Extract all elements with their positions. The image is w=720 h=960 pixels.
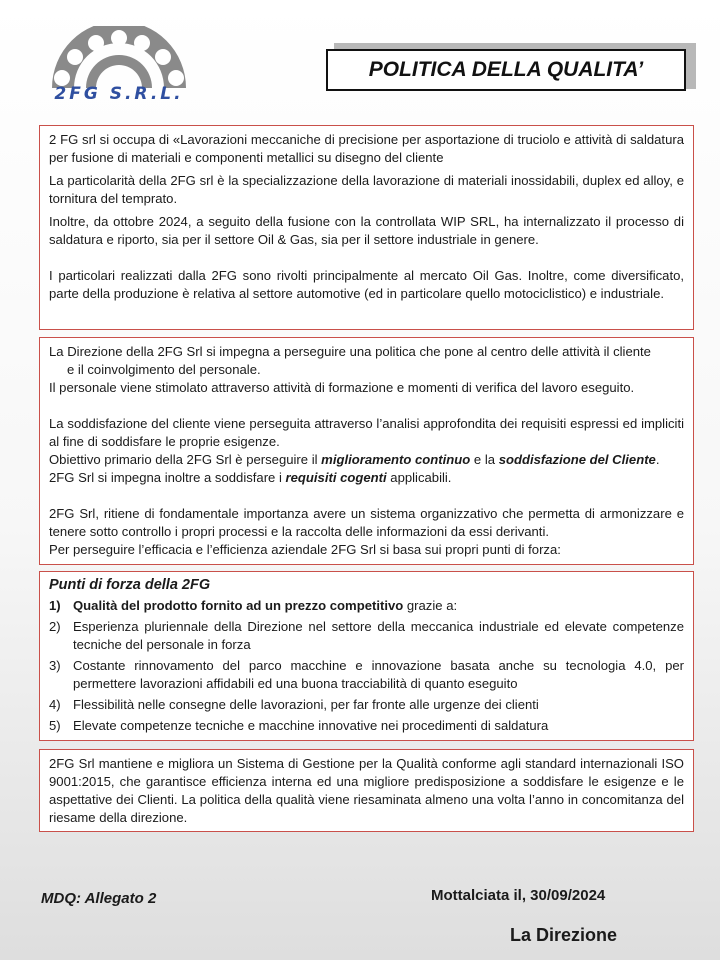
commitment-paragraph-5 xyxy=(49,469,684,487)
list-item-number: 1) xyxy=(49,598,61,613)
list-item xyxy=(49,597,684,615)
list-item-number: 4) xyxy=(49,697,61,712)
overview-paragraph-1: 2 FG srl si occupa di «Lavorazioni meccaniche di precisione per asportazione di truciolo e attività di saldatura per fusione di materiali e componenti metallici su disegno del cliente xyxy=(49,132,684,165)
document-reference: MDQ: Allegato 2 xyxy=(41,890,157,907)
list-item xyxy=(49,696,684,714)
mandatory-requirements-emphasis: requisiti cogenti xyxy=(285,470,387,485)
overview-paragraph-3: Inoltre, da ottobre 2024, a seguito della fusione con la controllata WIP SRL, ha internalizzato il processo di saldatura e riporto, sia per il settore Oil & Gas, sia per il settore industriale in genere. xyxy=(49,214,684,247)
requirements-suffix: applicabili. xyxy=(386,470,452,485)
list-item-text: Elevate competenze tecniche e macchine innovative nei procedimenti di saldatura xyxy=(73,718,549,733)
quality-system-paragraph: 2FG Srl mantiene e migliora un Sistema di Gestione per la Qualità conforme agli standard internazionali ISO 9001:2015, che garantisce efficienza interna ed una migliore predisposizione a soddisfare le esigenze e le aspettative dei Clienti. La politica della qualità viene riesaminata almeno una volta l’anno in concomitanza del riesame della direzione. xyxy=(49,756,684,825)
list-item-text: Costante rinnovamento del parco macchine e innovazione basata anche su tecnologia 4.0, per permettere lavorazioni affidabili ed una buona tracciabilità di quanto eseguito xyxy=(73,658,684,691)
continuous-improvement-emphasis: miglioramento continuo xyxy=(321,452,471,467)
signature-label: La Direzione xyxy=(510,925,618,945)
requirements-prefix: 2FG Srl si impegna inoltre a soddisfare i xyxy=(49,470,286,485)
commitment-paragraph-2: Il personale viene stimolato attraverso attività di formazione e momenti di verifica del lavoro eseguito. xyxy=(49,380,635,395)
commitment-paragraph-7: Per perseguire l’efficacia e l’efficienza aziendale 2FG Srl si basa sui propri punti di forza: xyxy=(49,542,561,557)
commitment-paragraph-1-continued: e il coinvolgimento del personale. xyxy=(67,362,261,377)
strengths-section xyxy=(39,571,694,741)
company-overview-section xyxy=(39,125,694,330)
list-item-text xyxy=(73,597,684,615)
commitment-paragraph-1: La Direzione della 2FG Srl si impegna a perseguire una politica che pone al centro delle attività il cliente xyxy=(49,344,651,359)
list-item-text: Esperienza pluriennale della Direzione nel settore della meccanica industriale ed elevate competenze tecniche del personale in forza xyxy=(73,619,684,652)
bearing-logo-icon xyxy=(38,26,200,88)
strengths-heading: Punti di forza della 2FG xyxy=(49,577,211,593)
list-item-number: 3) xyxy=(49,658,61,673)
logo-text: 2FG S.R.L. xyxy=(54,84,184,104)
commitment-paragraph-3: La soddisfazione del cliente viene perseguita attraverso l’analisi approfondita dei requisiti espressi ed impliciti al fine di soddisfare le proprie esigenze. xyxy=(49,416,684,449)
commitment-paragraph-6: 2FG Srl, ritiene di fondamentale importanza avere un sistema organizzativo che permetta di armonizzare e tenere sotto controllo i propri processi e la raccolta delle informazioni da essi derivanti. xyxy=(49,506,684,539)
list-item xyxy=(49,717,684,735)
overview-paragraph-4: I particolari realizzati dalla 2FG sono rivolti principalmente al mercato Oil Gas. Inoltre, come diversificato, parte della produzione è relativa al settore automotive (ed in particolare quello motociclistico) e industriale. xyxy=(49,268,684,301)
list-item-number: 5) xyxy=(49,718,61,733)
objective-suffix: . xyxy=(655,452,660,467)
objective-prefix: Obiettivo primario della 2FG Srl è perseguire il xyxy=(49,452,322,467)
overview-paragraph-2: La particolarità della 2FG srl è la specializzazione della lavorazione di materiali inossidabili, duplex ed alloy, e tornitura del temprato. xyxy=(49,173,684,206)
list-item-text: Flessibilità nelle consegne delle lavorazioni, per far fronte alle urgenze dei clienti xyxy=(73,697,539,712)
list-item xyxy=(49,657,684,693)
list-item-number: 2) xyxy=(49,619,61,634)
commitment-paragraph-4 xyxy=(49,451,684,469)
list-item-text-tail: grazie a: xyxy=(403,598,458,613)
list-item xyxy=(49,618,684,654)
place-and-date: Mottalciata il, 30/09/2024 xyxy=(431,887,606,904)
customer-satisfaction-emphasis: soddisfazione del Cliente xyxy=(498,452,656,467)
list-item-bold-text: Qualità del prodotto fornito ad un prezzo competitivo xyxy=(73,598,404,613)
quality-system-section xyxy=(39,749,694,832)
objective-connector: e la xyxy=(470,452,499,467)
management-commitment-section xyxy=(39,337,694,565)
page-title: POLITICA DELLA QUALITA’ xyxy=(326,49,686,91)
company-logo xyxy=(38,26,200,108)
strengths-list xyxy=(49,597,684,735)
